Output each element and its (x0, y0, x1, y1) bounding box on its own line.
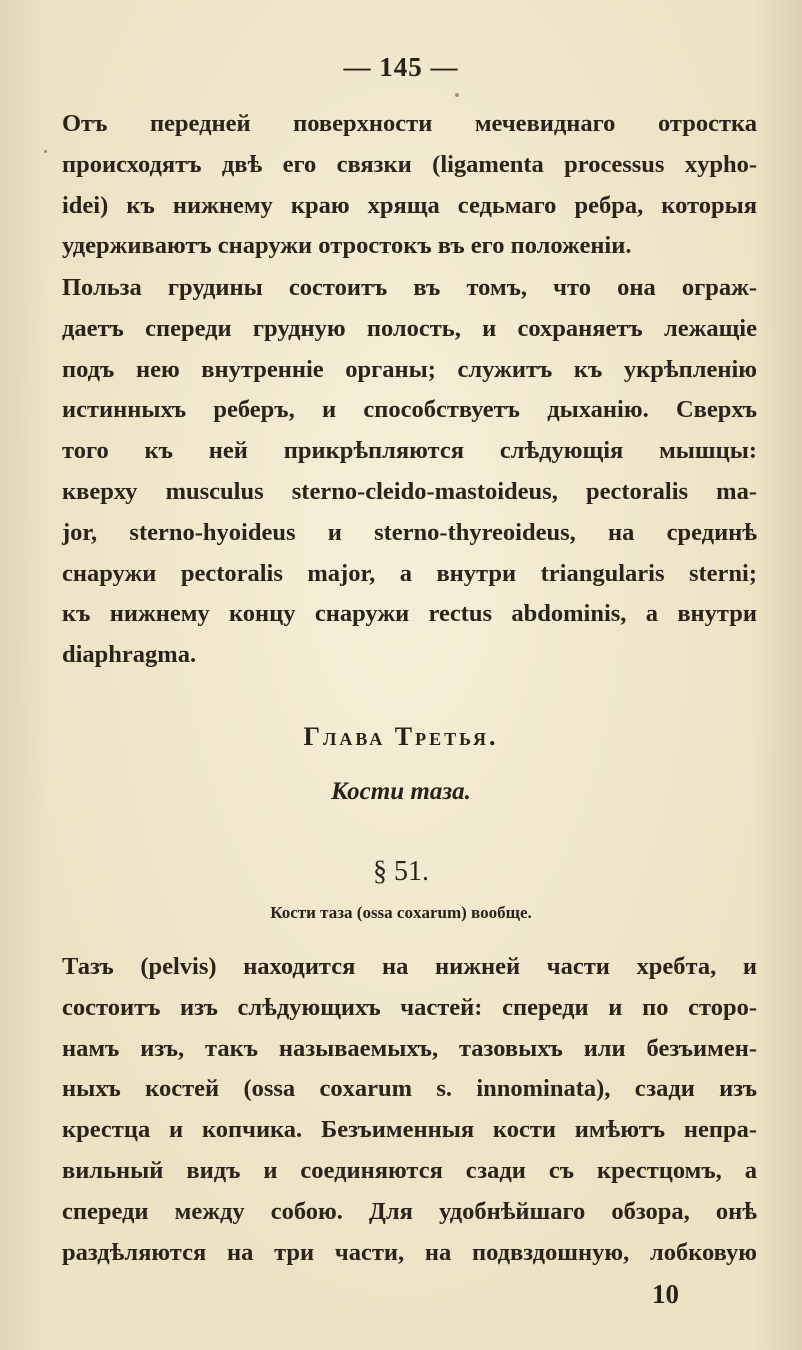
page-number: — 145 — (343, 52, 459, 82)
chapter-heading: Глава Третья. (303, 722, 499, 751)
text-line: къ нижнему концу снаружи rectus abdominis, а внутри (62, 600, 757, 628)
text-line: снаружи pectoralis major, а внутри triangularis sterni; (62, 559, 757, 587)
text-line: Польза грудины состоитъ въ томъ, что она ограж- (62, 274, 757, 301)
text-line: jor, sterno-hyoideus и sterno-thyreoideus, на срединѣ (62, 518, 757, 546)
chapter-subtitle: Кости таза. (331, 778, 471, 805)
section-title: Кости таза (ossa coxarum) вообще. (270, 903, 532, 922)
paragraph-sternum-function (62, 268, 757, 676)
section-number: § 51. (373, 856, 429, 887)
text-line: удерживаютъ снаружи отростокъ въ его положеніи. (62, 232, 632, 260)
text-line: крестца и копчика. Безъименныя кости имѣютъ непра- (62, 1116, 757, 1144)
text-line: намъ изъ, такъ называемыхъ, тазовыхъ или безъимен- (62, 1034, 757, 1062)
text-line: вильный видъ и соединяются сзади съ крестцомъ, а (62, 1156, 757, 1184)
paragraph-xiphoid-ligaments (62, 104, 757, 267)
text-line: Отъ передней поверхности мечевиднаго отростка (62, 110, 757, 137)
text-line: diaphragma. (62, 641, 197, 669)
text-line: того къ ней прикрѣпляются слѣдующія мышцы: (62, 437, 757, 465)
paper-speck (455, 93, 459, 97)
text-line: происходятъ двѣ его связки (ligamenta processus xypho- (62, 150, 757, 178)
text-line: подъ нею внутренніе органы; служитъ къ укрѣпленію (62, 355, 757, 383)
text-line: idei) къ нижнему краю хряща седьмаго ребра, которыя (62, 191, 757, 219)
text-line: истинныхъ реберъ, и способствуетъ дыханію. Сверхъ (62, 396, 757, 424)
text-line: Тазъ (pelvis) находится на нижней части хребта, и (62, 953, 757, 980)
paper-speck (44, 150, 47, 153)
text-line: раздѣляются на три части, на подвздошную, лобковую (62, 1238, 757, 1266)
text-line: состоитъ изъ слѣдующихъ частей: спереди и по сторо- (62, 993, 757, 1021)
text-line: ныхъ костей (ossa coxarum s. innominata), сзади изъ (62, 1075, 757, 1103)
paragraph-pelvis (62, 947, 757, 1273)
text-line: даетъ спереди грудную полость, и сохраняетъ лежащіе (62, 314, 757, 342)
signature-mark: 10 (652, 1279, 679, 1309)
text-line: кверху musculus sterno-cleido-mastoideus, pectoralis ma- (62, 477, 757, 505)
text-line: спереди между собою. Для удобнѣйшаго обзора, онѣ (62, 1197, 757, 1225)
